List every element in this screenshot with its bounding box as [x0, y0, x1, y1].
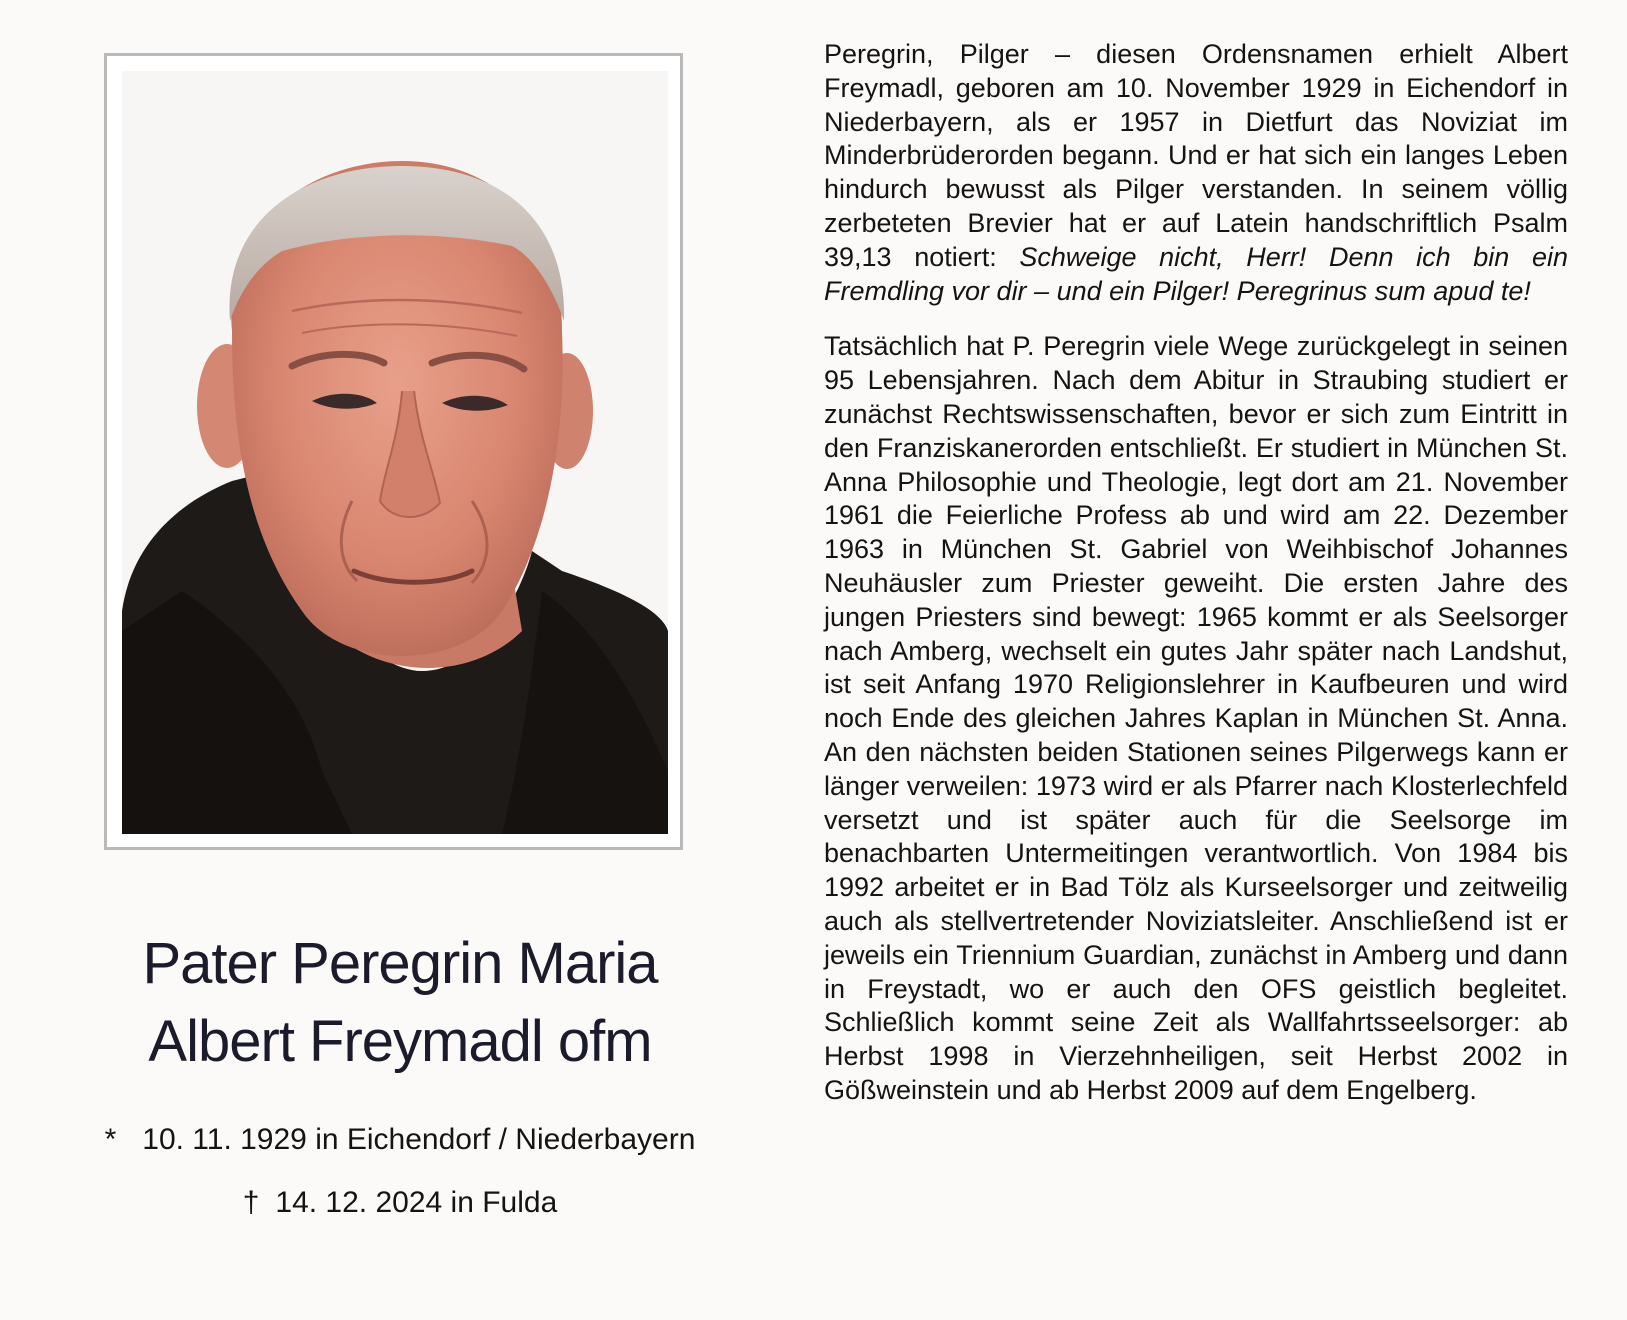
death-cross-icon: † — [242, 1186, 260, 1219]
psalm-quote: Schweige nicht, Herr! Denn ich bin ein Fremdling vor dir – und ein Pilger! Peregrinus sum apud te! — [824, 241, 1568, 306]
photo-frame — [104, 53, 683, 850]
birth-date — [40, 1123, 760, 1157]
biography-text — [824, 38, 1568, 1108]
death-text: 14. 12. 2024 in Fulda — [275, 1186, 558, 1219]
deceased-name — [40, 925, 760, 1081]
paragraph-1-text: Peregrin, Pilger – diesen Ordensnamen erhielt Albert Freymadl, geboren am 10. November 1929 in Eichendorf in Niederbayern, als er 1957 in Dietfurt das Noviziat im Minderbrüderorden begann. Und er hat sich ein langes Leben hindurch bewusst als Pilger verstanden. In seinem völlig zerbeteten Brevier hat er auf Latein handschriftlich Psalm 39,13 notiert: — [824, 39, 1568, 272]
birth-symbol: * — [104, 1123, 117, 1156]
portrait-illustration — [122, 71, 668, 834]
name-line-2: Albert Freymadl ofm — [148, 1009, 652, 1074]
birth-text: 10. 11. 1929 in Eichendorf / Niederbayern — [142, 1123, 696, 1156]
biography-paragraph-1 — [824, 38, 1568, 308]
portrait-photo — [122, 71, 668, 834]
death-date — [40, 1186, 760, 1220]
name-line-1: Pater Peregrin Maria — [142, 931, 658, 996]
biography-paragraph-2: Tatsächlich hat P. Peregrin viele Wege zurückgelegt in seinen 95 Lebensjahren. Nach dem Abitur in Straubing studiert er zunächst Rechtswissenschaften, bevor er sich zum Eintritt in den Franziskanerorden entschließt. Er studiert in München St. Anna Philosophie und Theologie, legt dort am 21. November 1961 die Feierliche Profess ab und wird am 22. Dezember 1963 in München St. Gabriel von Weihbischof Johannes Neuhäusler zum Priester geweiht. Die ersten Jahre des jungen Priesters sind bewegt: 1965 kommt er als Seelsorger nach Amberg, wechselt ein gutes Jahr später nach Landshut, ist seit Anfang 1970 Religionslehrer in Kaufbeuren und wird noch Ende des gleichen Jahres Kaplan in München St. Anna. An den nächsten beiden Stationen seines Pilgerwegs kann er länger verweilen: 1973 wird er als Pfarrer nach Klosterlechfeld versetzt und ist später auch für die Seelsorge im benachbarten Untermeitingen verantwortlich. Von 1984 bis 1992 arbeitet er in Bad Tölz als Kurseelsorger und zeitweilig auch als stellvertretender Noviziatsleiter. Anschließend ist er jeweils ein Triennium Guardian, zunächst in Amberg und dann in Freystadt, wo er auch den OFS geistlich begleitet. Schließlich kommt seine Zeit als Wallfahrtsseelsorger: ab Herbst 1998 in Vierzehnheiligen, seit Herbst 2002 in Gößweinstein und ab Herbst 2009 auf dem Engelberg. — [824, 331, 1568, 1105]
